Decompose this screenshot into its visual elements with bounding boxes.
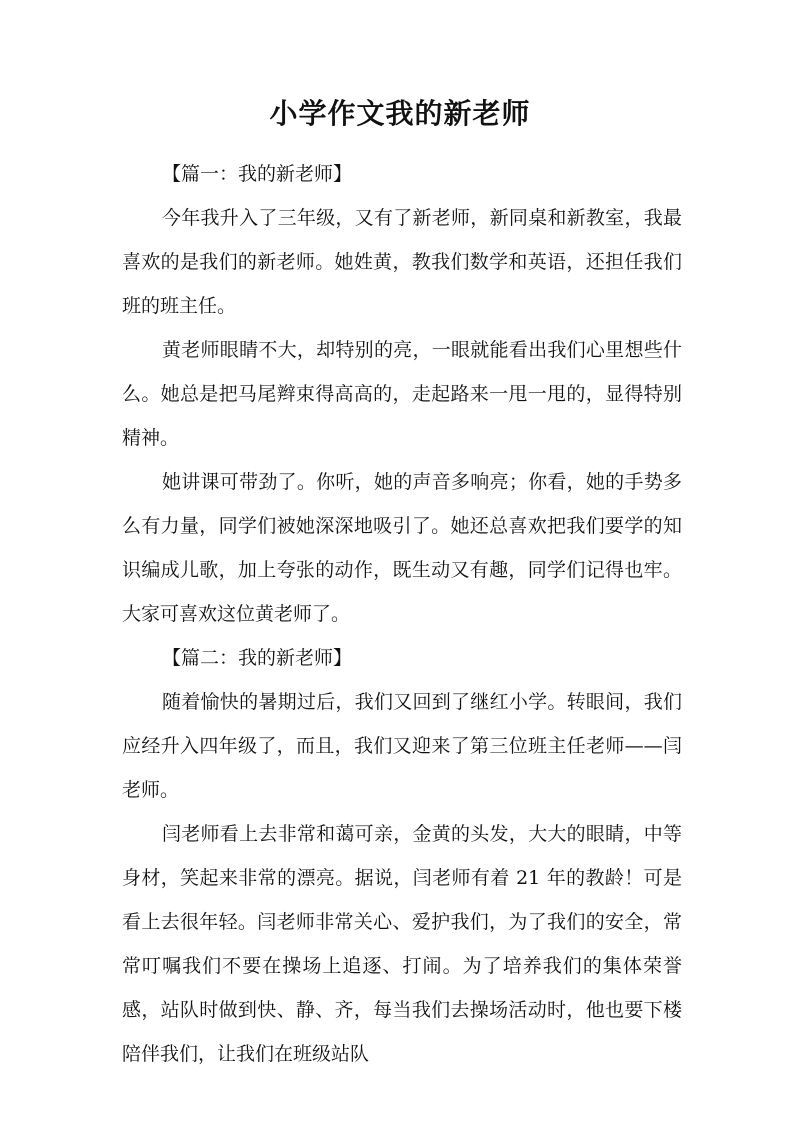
paragraph: 今年我升入了三年级，又有了新老师，新同桌和新教室，我最喜欢的是我们的新老师。她姓黄，教我们数学和英语，还担任我们班的班主任。	[122, 207, 682, 317]
document-body	[122, 152, 682, 1076]
section-heading-1: 【篇一：我的新老师】	[162, 163, 353, 185]
paragraph: 黄老师眼睛不大，却特别的亮，一眼就能看出我们心里想些什么。她总是把马尾辫束得高高的，走起路来一甩一甩的，显得特别精神。	[122, 339, 682, 449]
section-heading-2: 【篇二：我的新老师】	[162, 647, 353, 669]
paragraph: 闫老师看上去非常和蔼可亲，金黄的头发，大大的眼睛，中等身材，笑起来非常的漂亮。据说，闫老师有着 21 年的教龄！可是看上去很年轻。闫老师非常关心、爱护我们，为了我们的安全，常常叮嘱我们不要在操场上追逐、打闹。为了培养我们的集体荣誉感，站队时做到快、静、齐，每当我们去操场活动时，他也要下楼陪伴我们，让我们在班级站队	[122, 823, 682, 1065]
document-title: 小学作文我的新老师	[269, 97, 531, 130]
paragraph: 她讲课可带劲了。你听，她的声音多响亮；你看，她的手势多么有力量，同学们被她深深地吸引了。她还总喜欢把我们要学的知识编成儿歌，加上夸张的动作，既生动又有趣，同学们记得也牢。大家可喜欢这位黄老师了。	[122, 471, 682, 625]
paragraph: 随着愉快的暑期过后，我们又回到了继红小学。转眼间，我们应经升入四年级了，而且，我们又迎来了第三位班主任老师——闫老师。	[122, 691, 682, 801]
